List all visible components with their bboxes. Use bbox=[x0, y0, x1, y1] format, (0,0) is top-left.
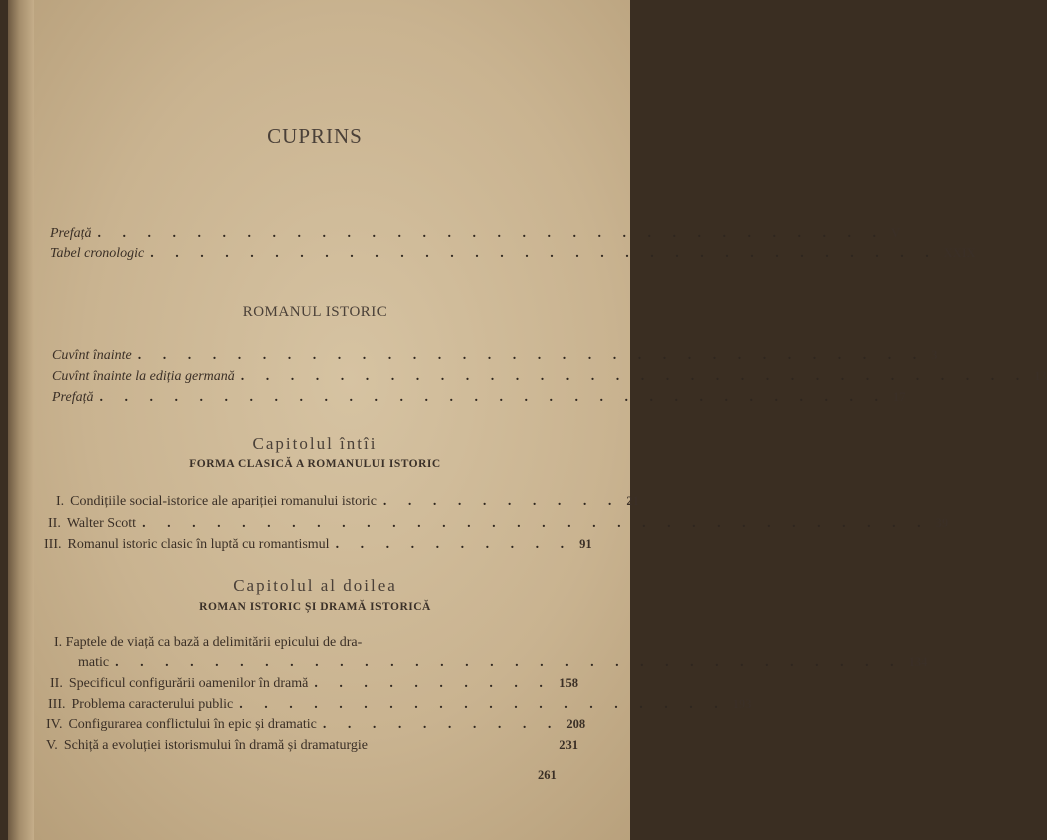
toc-entry-page: V bbox=[890, 226, 901, 240]
leader-dots: . . . . . . . . . . bbox=[314, 676, 552, 691]
toc-entry-number: II. bbox=[50, 676, 63, 691]
toc-entry-label: Prefață bbox=[52, 390, 94, 405]
toc-entry bbox=[78, 655, 928, 671]
chapter-heading: Capitolul întîi bbox=[252, 434, 378, 453]
leader-dots: . . . . . . . . . . . . . . . . . . . . . . . . . . . . . . . . bbox=[137, 348, 926, 363]
toc-entry bbox=[46, 717, 586, 733]
leader-dots: . . . . . . . . . . bbox=[335, 537, 574, 552]
toc-entry-page: 134 bbox=[908, 655, 928, 669]
toc-entry-label: Cuvînt înainte bbox=[52, 348, 132, 363]
toc-entry-label: Romanul istoric clasic în luptă cu romantismul bbox=[67, 537, 330, 552]
page-title: CUPRINS bbox=[267, 124, 363, 148]
toc-entry-page: 193 bbox=[732, 697, 752, 711]
toc-entry bbox=[56, 494, 639, 510]
toc-entry bbox=[52, 348, 938, 364]
leader-dots: . . . . . . . . . . . . . . . . . . . . . . . . . . . . . . . . bbox=[142, 516, 930, 531]
toc-entry bbox=[52, 369, 1047, 385]
toc-entry-number: I. bbox=[54, 635, 63, 650]
chapter-subtitle: ROMAN ISTORIC ȘI DRAMĂ ISTORICĂ bbox=[199, 601, 431, 613]
leader-dots: . . . . . . . . . . bbox=[322, 717, 561, 732]
toc-entry-label: Tabel cronologic bbox=[50, 246, 145, 261]
toc-entry-label: Faptele de viață ca bază a delimitării epicului de dra- bbox=[65, 635, 363, 650]
chapter-heading: Capitolul al doilea bbox=[233, 576, 397, 595]
leader-dots: . . . . . . . . . . . . . . . . . . . . . . . . . . . . . . . . bbox=[150, 246, 938, 261]
toc-entry-first-line bbox=[54, 635, 362, 651]
toc-entry bbox=[50, 676, 578, 692]
toc-entry-page: 208 bbox=[566, 717, 586, 731]
toc-entry-number: II. bbox=[48, 516, 61, 531]
leader-dots: . . . . . . . . . . . . . . . . . . . . . . . . . . . . . . . . bbox=[240, 369, 1029, 384]
page-number: 261 bbox=[538, 768, 557, 782]
toc-entry-page: 158 bbox=[559, 676, 578, 690]
leader-dots: . . . . . . . . . . bbox=[382, 494, 621, 509]
toc-entry bbox=[52, 390, 906, 406]
toc-entry-label: Schiță a evoluției istorismului în dramă și dramaturgie bbox=[63, 738, 368, 753]
toc-entry bbox=[48, 697, 752, 713]
toc-entry-number: IV. bbox=[46, 717, 63, 732]
chapter-subtitle: FORMA CLASICĂ A ROMANULUI ISTORIC bbox=[189, 458, 441, 470]
toc-entry-label: Cuvînt înainte la ediția germană bbox=[52, 369, 235, 384]
toc-entry-page: 17 bbox=[892, 390, 906, 404]
section-title: ROMANUL ISTORIC bbox=[242, 304, 388, 320]
toc-entry-number: III. bbox=[44, 537, 62, 552]
toc-entry-prefata bbox=[50, 226, 901, 242]
toc-entry-number: V. bbox=[46, 738, 58, 753]
toc-entry bbox=[46, 738, 578, 754]
leader-dots: . . . . . . . . . . . . . . . . . . . . . . . . . . . . . . . . bbox=[115, 655, 903, 670]
toc-entry-page: 3 bbox=[931, 348, 938, 362]
toc-entry-page: 231 bbox=[559, 738, 578, 752]
toc-entry-page: XXIX bbox=[943, 246, 976, 260]
leader-dots: . . . . . . . . . . . . . . . . . . . . bbox=[239, 697, 727, 712]
toc-entry-tabel-cronologic bbox=[50, 246, 976, 262]
leader-dots: . . . . . . . . . . . . . . . . . . . . . . . . . . . . . . . . bbox=[97, 226, 885, 241]
toc-entry-label: Walter Scott bbox=[66, 516, 137, 531]
leader-dots: . . . . . . . . . . . . . . . . . . . . . . . . . . . . . . . . bbox=[99, 390, 887, 405]
toc-entry bbox=[48, 516, 949, 532]
toc-entry-label: Problema caracterului public bbox=[71, 697, 234, 712]
toc-entry-label: Prefață bbox=[50, 226, 92, 241]
toc-entry-page: 13 bbox=[1034, 369, 1047, 383]
toc-entry-page: 91 bbox=[579, 537, 592, 551]
toc-entry bbox=[44, 537, 592, 553]
toc-entry-number: I. bbox=[56, 494, 65, 509]
toc-entry-label: Specificul configurării oamenilor în dramă bbox=[68, 676, 309, 691]
toc-entry-label: Condițiile social-istorice ale apariției romanului istoric bbox=[70, 494, 377, 509]
toc-entry-label: Configurarea conflictului în epic și dramatic bbox=[68, 717, 317, 732]
toc-entry-number: III. bbox=[48, 697, 66, 712]
toc-entry-page: 39 bbox=[935, 516, 949, 530]
toc-entry-page: 21 bbox=[626, 494, 639, 508]
toc-entry-label-continued: matic bbox=[78, 655, 110, 670]
